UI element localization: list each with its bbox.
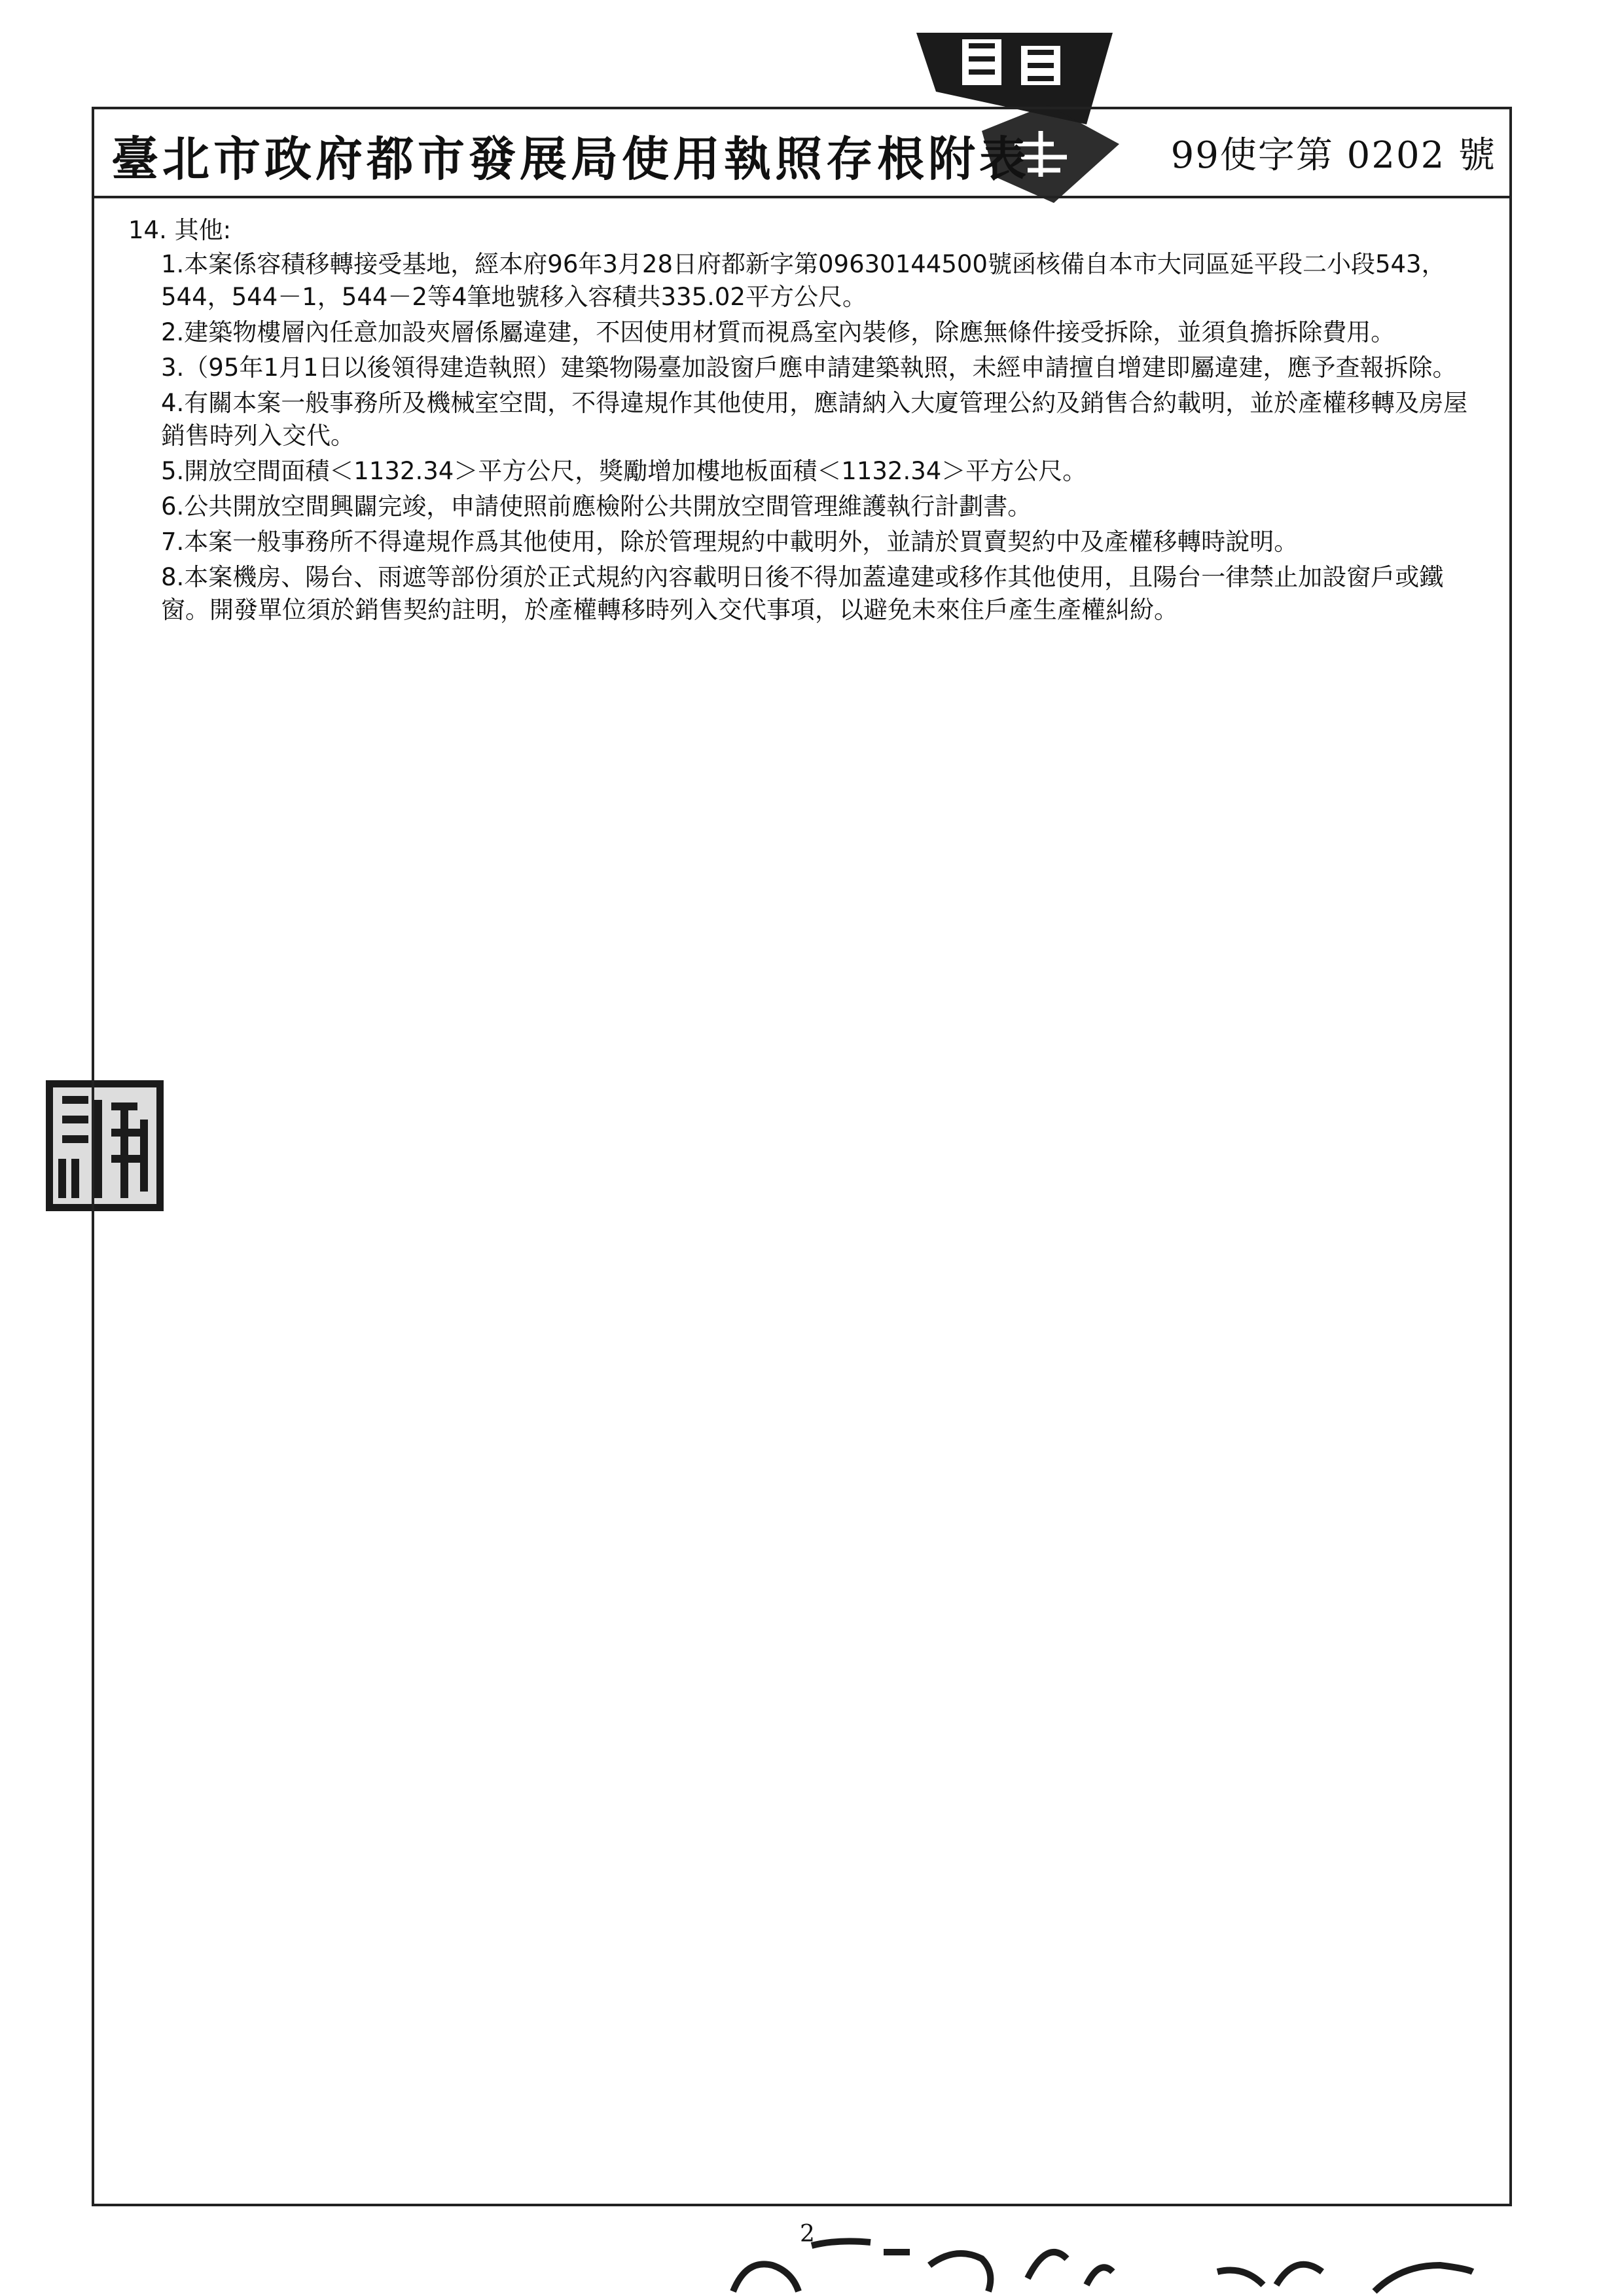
remark-item: 6.公共開放空間興闢完竣，申請使照前應檢附公共開放空間管理維護執行計劃書。	[161, 492, 1032, 520]
section-heading: 14. 其他:	[128, 216, 232, 244]
stamp-seal-bottom-partial	[720, 2226, 1505, 2296]
remark-item: 3.（95年1月1日以後領得建造執照）建築物陽臺加設窗戶應申請建築執照，未經申請擅自增建即屬違建，應予查報拆除。	[161, 354, 1457, 382]
document-frame	[92, 107, 1512, 2206]
permit-number: 99使字第 0202 號	[1170, 134, 1496, 177]
remark-item: 1.本案係容積移轉接受基地，經本府96年3月28日府都新字第09630144500號函核備自本市大同區延平段二小段543，544，544－1，544－2等4筆地號移入容積共335.02平方公尺。	[161, 250, 1446, 311]
remark-item: 4.有關本案一般事務所及機械室空間，不得違規作其他使用，應請納入大廈管理公約及銷售合約載明，並於產權移轉及房屋銷售時列入交代。	[161, 389, 1468, 450]
remark-item: 8.本案機房、陽台、雨遮等部份須於正式規約內容載明日後不得加蓋違建或移作其他使用，且陽台一律禁止加設窗戶或鐵窗。開發單位須於銷售契約註明，於產權轉移時列入交代事項，以避免未來住戶產生產權糾紛。	[161, 563, 1444, 624]
remark-item: 7.本案一般事務所不得違規作爲其他使用，除於管理規約中載明外，並請於買賣契約中及產權移轉時說明。	[161, 528, 1299, 556]
page-number: 2	[800, 2221, 815, 2248]
remark-item: 2.建築物樓層內任意加設夾層係屬違建，不因使用材質而視爲室內裝修，除應無條件接受拆除，並須負擔拆除費用。	[161, 318, 1395, 346]
document-title: 臺北市政府都市發展局使用執照存根附表	[111, 131, 1031, 187]
remark-item: 5.開放空間面積＜1132.34＞平方公尺，獎勵增加樓地板面積＜1132.34＞平方公尺。	[161, 457, 1087, 485]
remarks-section	[128, 214, 1490, 629]
document-header	[94, 109, 1509, 198]
